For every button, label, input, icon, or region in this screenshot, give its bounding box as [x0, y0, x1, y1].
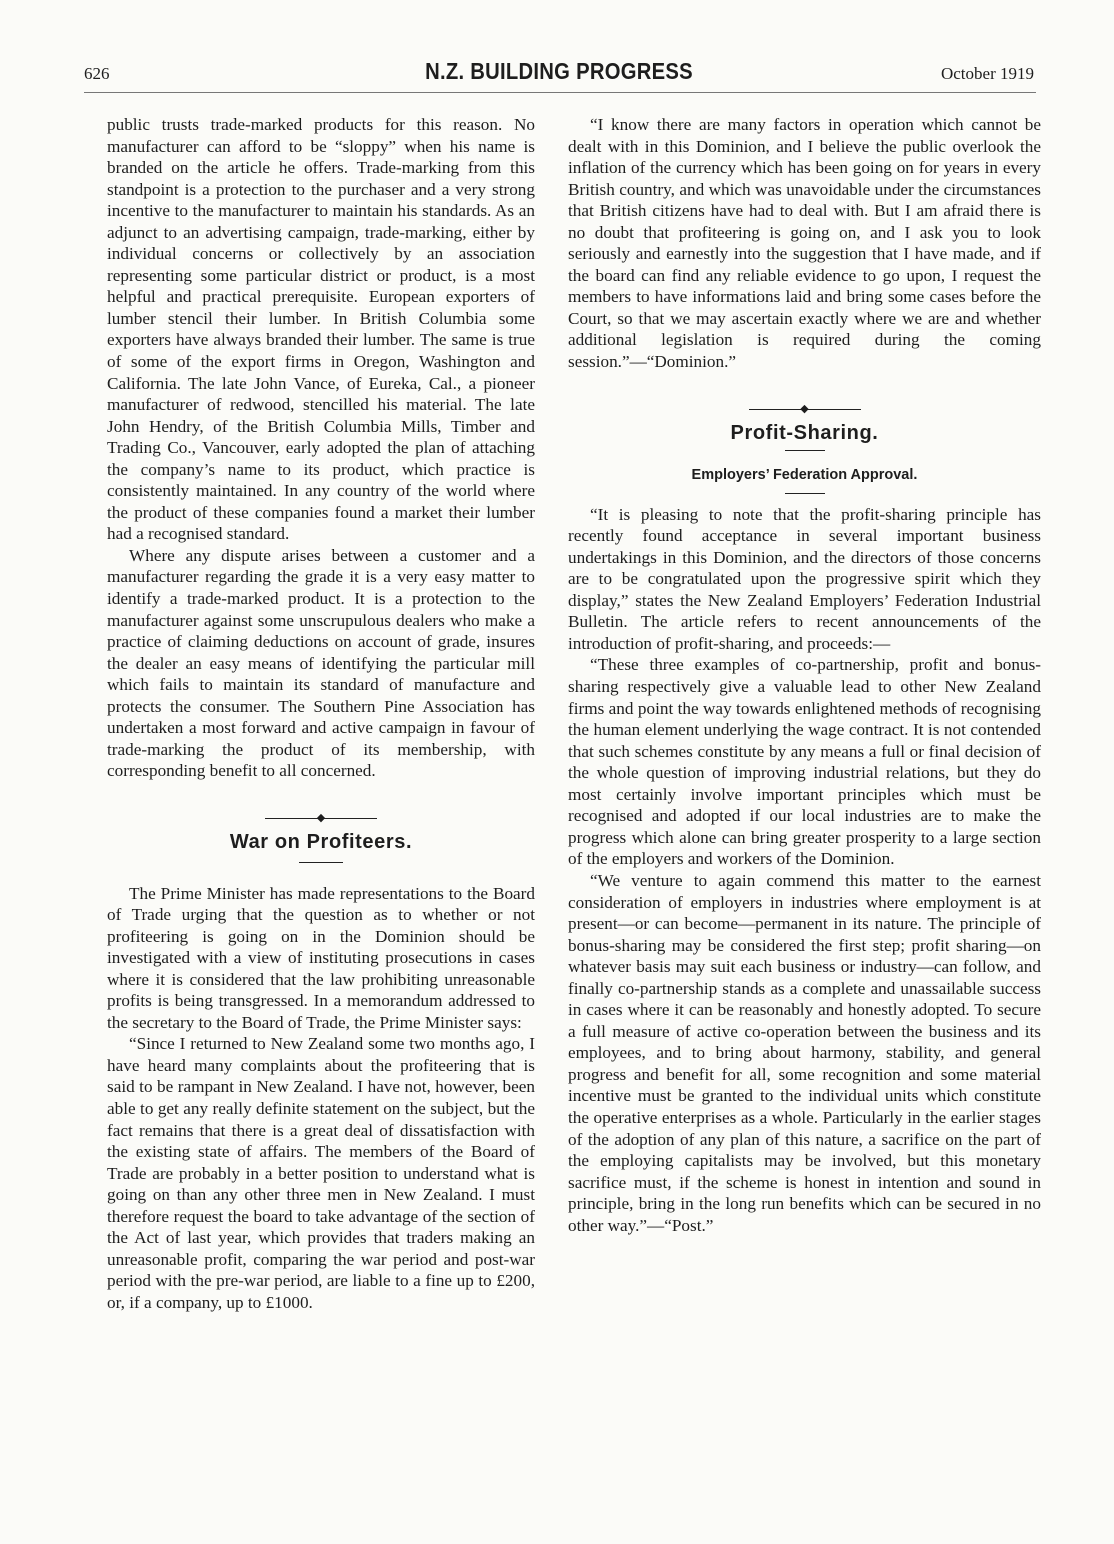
- article-paragraph: Where any dispute arises between a customer and a manufacturer regarding the grade it is a very easy matter to identify a trade-marked product. It is a protection to the manufacturer against some unscrupulous dealers who make a practice of claiming deductions on account of grade, insures the dealer an easy means of identifying the particular mill which fails to maintain its standard of manufacture and protects the consumer. The Southern Pine Association has undertaken a most forward and active campaign in favour of trade-marking the product of its membership, with corresponding benefit to all concerned.: [107, 545, 535, 781]
- section-subtitle: Employers’ Federation Approval.: [691, 467, 918, 484]
- page-header: [84, 58, 1034, 90]
- page-number: 626: [84, 64, 110, 83]
- article-paragraph: “Since I returned to New Zealand some two months ago, I have heard many complaints about the profiteering that is said to be rampant in New Zealand. I have not, however, been able to get any really definite statement on the subject, but the fact remains that there is a great deal of dissatisfaction with the existing state of affairs. The members of the Board of Trade are probably in a better position to understand what is going on than any other three men in New Zealand. I must therefore request the board to take advantage of the section of the Act of last year, which provides that traders making an unreasonable profit, comparing the war period and post-war period with the pre-war period, are liable to a fine up to £200, or, if a company, up to £1000.: [107, 1034, 535, 1312]
- left-column: [107, 114, 535, 1313]
- issue-date: October 1919: [940, 64, 1034, 83]
- section-title-profit-sharing: Profit-Sharing.: [730, 421, 879, 444]
- section-title-war-on-profiteers: War on Profiteers.: [229, 830, 413, 853]
- article-paragraph: “I know there are many factors in operation which cannot be dealt with in this Dominion, and I believe the public overlook the inflation of the currency which has been going on for years in every British country, and which was unavoidable under the circumstances that British citizens have had to deal with. But I am afraid there is no doubt that profiteering is going on, and I ask you to look seriously and earnestly into the suggestion that I have made, and if the board can find any reliable evidence to go upon, I request the members to have informations laid and bring some cases before the Court, so that we may ascertain exactly where we are and whether additional legislation is required during the coming session.”—“Dominion.”: [568, 115, 1041, 372]
- article-paragraph: public trusts trade-marked products for this reason. No manufacturer can afford to be “sloppy” when his name is branded on the article he offers. Trade-marking from this standpoint is a protection to the purchaser and a very strong incentive to the manufacturer to maintain his standards. As an adjunct to an advertising campaign, trade-marking, either by individual concerns or collectively by an association representing some particular district or product, is a most helpful and practical prerequisite. European exporters of lumber stencil their lumber. In British Columbia some exporters have always branded their lumber. The same is true of some of the export firms in Oregon, Washington and California. The late John Vance, of Eureka, Cal., a pioneer manufacturer of redwood, stencilled his material. The late John Hendry, of the British Columbia Mills, Timber and Trading Co., Vancouver, early adopted the plan of attaching the company’s name to its product, which practice is consistently maintained. In any country of the world where the product of these companies found a market their lumber had a recognised standard.: [107, 115, 535, 544]
- title-rule: [785, 450, 825, 451]
- right-column: [568, 114, 1041, 1236]
- subtitle-rule: [785, 493, 825, 494]
- section-divider: ◆: [107, 806, 535, 820]
- article-paragraph: “We venture to again commend this matter to the earnest consideration of employers in industries where employment is at present—or can become—permanent in its nature. The principle of bonus-sharing may be considered the first step; profit sharing—on whatever basis may suit each business or industry—can follow, and finally co-partnership stands as a complete and unassailable success in cases where it can be reasonably and honestly adopted. To secure a full measure of active co-operation between the business and its employees, and to bring about harmony, stability, and general progress and benefit for all, some recognition and some material incentive must be granted to the individual units which constitute the operative enterprises as a whole. Particularly in the earlier stages of the adoption of any plan of this nature, a sacrifice on the part of the employing capitalists may be involved, but this monetary sacrifice must, if the scheme is honest in intention and sound in principle, bring in the long run benefits which can be secured in no other way.”—“Post.”: [568, 870, 1041, 1235]
- article-paragraph: “It is pleasing to note that the profit-sharing principle has recently found acceptance in several important business undertakings in this Dominion, and the directors of those concerns are to be congratulated upon the progressive spirit which they display,” states the New Zealand Employers’ Federation Industrial Bulletin. The article refers to recent announcements of the introduction of profit-sharing, and proceeds:—: [568, 504, 1041, 653]
- article-paragraph: “These three examples of co-partnership, profit and bonus-sharing respectively give a valuable lead to other New Zealand firms and point the way towards enlightened methods of recognising the human element underlying the wage contract. It is not contended that such schemes constitute by any means a full or final decision of the whole question of improving industrial relations, but they do most certainly involve important principles which must be recognised and adopted if our local industries are to make the progress which alone can bring greater prosperity to a large section of the employers and workers of the Dominion.: [568, 655, 1041, 869]
- header-rule: [84, 92, 1036, 93]
- title-rule: [299, 862, 343, 863]
- magazine-title: N.Z. BUILDING PROGRESS: [425, 58, 693, 84]
- article-paragraph: The Prime Minister has made representations to the Board of Trade urging that the question as to whether or not profiteering is going on in the Dominion should be investigated with a view of instituting prosecutions in cases where it is considered that the law prohibiting unreasonable profits is being transgressed. In a memorandum addressed to the secretary to the Board of Trade, the Prime Minister says:: [107, 883, 535, 1032]
- section-divider: ◆: [568, 397, 1041, 411]
